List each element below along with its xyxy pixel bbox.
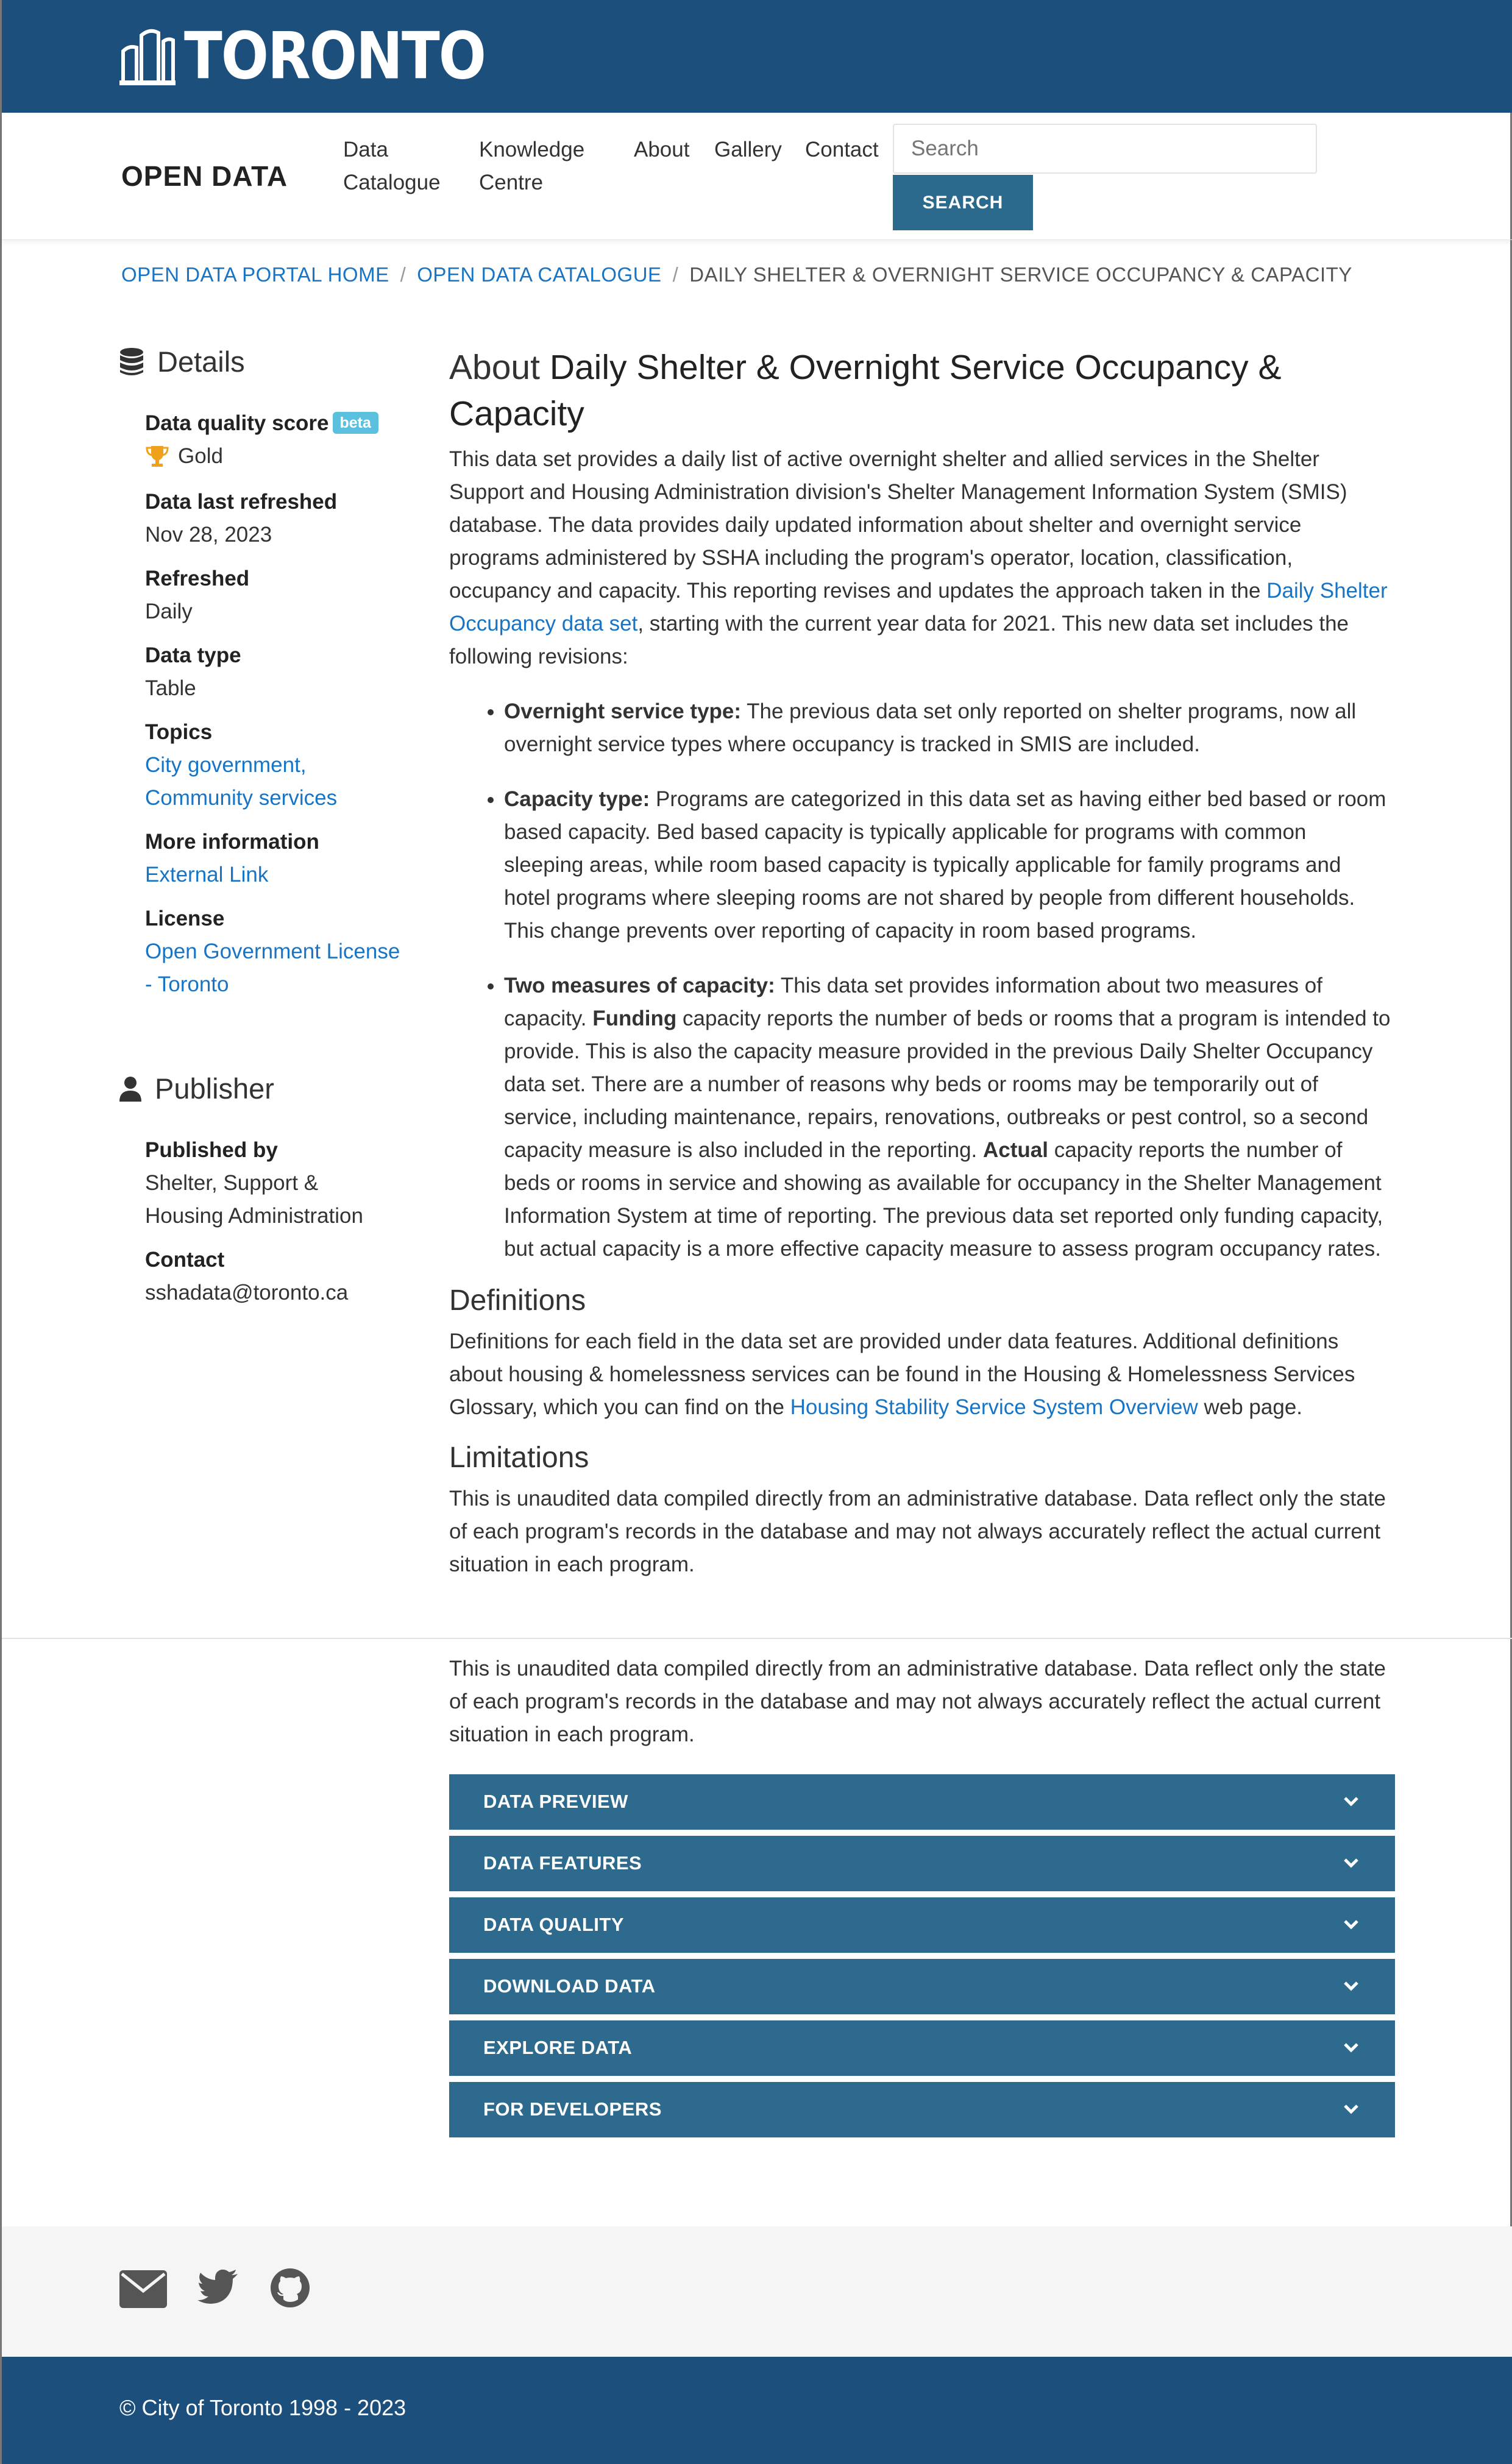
main-navbar [2,113,1512,240]
envelope-icon[interactable] [119,2270,167,2308]
chevron-down-icon [1341,2037,1361,2057]
refresh-frequency-value: Daily [145,600,193,623]
breadcrumb-catalogue-link[interactable]: OPEN DATA CATALOGUE [417,263,662,286]
license-field [145,902,431,1001]
nav-label-line1: Knowledge [479,138,585,161]
toronto-logo[interactable] [119,19,485,93]
definitions-heading: Definitions [449,1284,586,1317]
nav-label-line1: Contact [805,138,879,161]
more-information-field [145,826,431,891]
chevron-down-icon [1341,1791,1361,1811]
breadcrumb-separator: / [672,263,679,286]
publisher-heading [119,1072,274,1105]
last-refreshed-label: Data last refreshed [145,490,338,514]
topic-link-city-government[interactable]: City government, [145,753,307,777]
breadcrumb-home-link[interactable]: OPEN DATA PORTAL HOME [121,263,389,286]
accordion-label: DATA PREVIEW [483,1791,628,1812]
accordion-label: DATA FEATURES [483,1852,642,1874]
daily-shelter-occupancy-link[interactable]: Daily Shelter Occupancy data set [449,579,1388,635]
revision-title: Capacity type: [504,787,650,811]
limitations-repeat-section [449,1652,1391,1751]
license-label: License [145,907,225,930]
nav-label-line1: Data [343,138,388,161]
accordion-label: DOWNLOAD DATA [483,1975,656,1997]
chevron-down-icon [1341,1914,1361,1934]
actual-term: Actual [983,1138,1048,1162]
limitations-heading: Limitations [449,1442,589,1474]
github-icon[interactable] [270,2268,310,2308]
nav-contact[interactable] [805,133,879,166]
revision-text: Programs are categorized in this data set as having either bed based or room based capacity. Bed based capacity is typically applicable for programs with common sleeping areas, while room based capacity is typically applicable for family programs and hotel programs where sleeping rooms are not shared by people from different households. This change prevents over reporting of capacity in room based programs. [504,787,1386,943]
page-title-text: Daily Shelter & Overnight Service Occupancy & Capacity [449,348,1282,433]
revision-text: capacity reports the number of beds or rooms that a program is intended to provide. This is also the capacity measure provided in the previous Daily Shelter Occupancy data set. There are a number of reasons why beds or rooms may be temporarily out of service, including maintenance, repairs, renovations, outbreaks or pest control, so a second capacity measure is also included in the reporting. [504,1007,1391,1162]
funding-term: Funding [592,1007,677,1030]
revision-text: capacity reports the number of beds or rooms in service and showing as available for occupancy in the Shelter Management Information System at time of reporting. The previous data set reported only funding capacity, but actual capacity is a more effective capacity measure to assess program occupancy rates. [504,1138,1383,1261]
revision-text: This data set provides information about two measures of capacity. [504,974,1322,1030]
main-content [449,344,1391,1581]
logo-wordmark: TORONTO [184,18,485,94]
copyright-text: © City of Toronto 1998 - 2023 [119,2395,406,2420]
published-by-label: Published by [145,1138,278,1162]
license-link-line2: - Toronto [145,972,229,996]
nav-data-catalogue[interactable] [343,133,441,199]
definitions-text-end: web page. [1198,1395,1303,1419]
license-link-line1: Open Government License [145,940,400,963]
definitions-paragraph [449,1325,1391,1424]
revision-title: Overnight service type: [504,699,742,723]
topics-field [145,716,431,815]
data-type-label: Data type [145,643,241,667]
accordion-data-quality[interactable] [449,1897,1395,1953]
external-link[interactable]: External Link [145,863,269,887]
search-input[interactable] [893,124,1317,174]
beta-badge: beta [333,412,378,434]
quality-score-field [145,407,431,473]
breadcrumb-separator: / [400,263,406,286]
accordion-for-developers[interactable] [449,2082,1395,2137]
revision-title: Two measures of capacity: [504,974,775,997]
more-information-label: More information [145,830,319,854]
page-title-prefix: About [449,348,540,387]
chevron-down-icon [1341,1976,1361,1995]
breadcrumb-current: DAILY SHELTER & OVERNIGHT SERVICE OCCUPANCY & CAPACITY [689,263,1352,286]
nav-label-line1: Gallery [714,138,782,161]
accordion-data-preview[interactable] [449,1774,1395,1830]
revision-text: The previous data set only reported on shelter programs, now all overnight service types where occupancy is tracked in SMIS are included. [504,699,1357,756]
site-brand[interactable]: OPEN DATA [121,160,288,192]
refresh-frequency-field [145,562,431,628]
section-divider [2,1638,1512,1639]
nav-label-line2: Centre [479,171,544,194]
last-refreshed-value: Nov 28, 2023 [145,523,272,547]
nav-label-line1: About [634,138,690,161]
accordion-explore-data[interactable] [449,2020,1395,2076]
footer-social-bar [2,2226,1512,2357]
search-button[interactable]: SEARCH [893,175,1033,230]
data-type-field [145,639,431,705]
published-by-line2: Housing Administration [145,1204,363,1228]
accordion-label: DATA QUALITY [483,1914,625,1935]
quality-score-value: Gold [178,444,223,468]
refresh-frequency-label: Refreshed [145,567,250,590]
nav-gallery[interactable] [714,133,782,166]
limitations-paragraph: This is unaudited data compiled directly from an administrative database. Data reflect only the state of each program's records in the database and may not always accurately reflect the actual current situation in each program. [449,1487,1386,1576]
list-item [504,695,1391,761]
data-type-value: Table [145,676,196,700]
accordion-download-data[interactable] [449,1959,1395,2014]
intro-text: This data set provides a daily list of active overnight shelter and allied services in the Shelter Support and Housing Administration division's Shelter Management Information System (SMIS) database. The data provides daily updated information about shelter and overnight service programs administered by SSHA including the program's operator, location, classification, occupancy and capacity. This reporting revises and updates the approach taken in the [449,447,1347,603]
breadcrumb [121,263,1352,286]
list-item [504,783,1391,947]
details-heading [119,345,245,378]
housing-stability-link[interactable]: Housing Stability Service System Overview [790,1395,1198,1419]
topics-label: Topics [145,720,213,744]
contact-field [145,1244,431,1309]
publisher-heading-text: Publisher [155,1072,274,1105]
nav-about[interactable] [634,133,689,166]
chevron-down-icon [1341,1853,1361,1872]
details-heading-text: Details [157,345,245,378]
last-refreshed-field [145,486,431,551]
chevron-down-icon [1341,2099,1361,2119]
license-link[interactable] [145,935,431,1001]
revisions-list [449,695,1391,1266]
database-icon [119,348,144,376]
quality-score-label: Data quality score [145,411,329,435]
intro-paragraph [449,443,1391,673]
list-item [504,969,1391,1266]
trophy-icon [145,445,169,468]
dataset-accordion [449,1774,1395,2144]
published-by-field [145,1134,431,1233]
user-icon [119,1076,141,1102]
nav-knowledge-centre[interactable] [479,133,584,199]
published-by-line1: Shelter, Support & [145,1171,319,1195]
twitter-icon[interactable] [197,2269,239,2304]
accordion-label: FOR DEVELOPERS [483,2098,662,2120]
definitions-text: Definitions for each field in the data set are provided under data features. Additional definitions about housing & homelessness services can be found in the Housing & Homelessness Services Glossary, which you can find on the [449,1329,1355,1419]
top-banner [2,0,1512,113]
contact-email: sshadata@toronto.ca [145,1281,349,1305]
page-title [449,344,1391,437]
intro-text-end: , starting with the current year data for 2021. This new data set includes the following revisions: [449,612,1349,668]
city-hall-icon [119,27,176,85]
accordion-data-features[interactable] [449,1836,1395,1891]
nav-label-line2: Catalogue [343,171,441,194]
footer-copyright-bar [2,2357,1512,2464]
topic-link-community-services[interactable]: Community services [145,786,338,810]
contact-label: Contact [145,1248,225,1272]
accordion-label: EXPLORE DATA [483,2037,633,2058]
limitations-repeat-paragraph: This is unaudited data compiled directly from an administrative database. Data reflect only the state of each program's records in the database and may not always accurately reflect the actual current situation in each program. [449,1657,1386,1746]
